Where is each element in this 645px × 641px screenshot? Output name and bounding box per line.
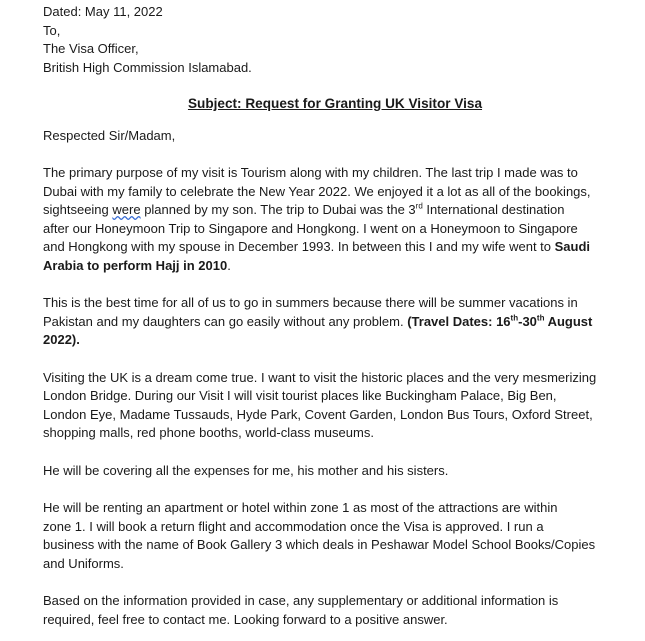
paragraph-line: after our Honeymoon Trip to Singapore and Hongkong. I went on a Honeymoon to Singapore bbox=[43, 220, 578, 236]
paragraph-line: He will be renting an apartment or hotel within zone 1 as most of the attractions are within bbox=[43, 500, 558, 515]
paragraph-line: shopping malls, red phone booths, world-class museums. bbox=[43, 425, 374, 440]
paragraph-line: The primary purpose of my visit is Tourism along with my children. The last trip I made was to bbox=[43, 165, 578, 180]
paragraph-expenses bbox=[43, 462, 615, 481]
spellcheck-word: were bbox=[112, 202, 141, 217]
paragraph-accommodation bbox=[43, 499, 615, 573]
paragraph-timing bbox=[43, 294, 615, 350]
paragraph-purpose bbox=[43, 164, 615, 275]
paragraph-line: London Eye, Madame Tussauds, Hyde Park, Covent Garden, London Bus Tours, Oxford Street, bbox=[43, 406, 593, 422]
text-run: International destination bbox=[422, 202, 565, 217]
paragraph-line: This is the best time for all of us to go in summers because there will be summer vacations in bbox=[43, 295, 578, 310]
paragraph-line: Based on the information provided in case, any supplementary or additional information is bbox=[43, 593, 559, 608]
letter-recipient: The Visa Officer, bbox=[43, 41, 139, 56]
paragraph-line: He will be covering all the expenses for me, his mother and his sisters. bbox=[43, 462, 449, 478]
superscript: th bbox=[510, 313, 519, 323]
paragraph-line: 2022). bbox=[43, 332, 80, 347]
letter-subject: Subject: Request for Granting UK Visitor Visa bbox=[187, 96, 483, 111]
bold-text bbox=[407, 314, 592, 329]
paragraph-line: zone 1. I will book a return flight and accommodation once the Visa is approved. I run a bbox=[43, 518, 544, 534]
text-run: . bbox=[227, 257, 231, 273]
text-run: Pakistan and my daughters can go easily without any problem. bbox=[43, 313, 408, 329]
paragraph-closing bbox=[43, 592, 615, 629]
paragraph-line: required, feel free to contact me. Looking forward to a positive answer. bbox=[43, 611, 448, 627]
paragraph-places bbox=[43, 369, 615, 443]
paragraph-line: Dubai with my family to celebrate the New Year 2022. We enjoyed it a lot as all of the bookings, bbox=[43, 183, 591, 199]
paragraph-line: and Uniforms. bbox=[43, 555, 124, 571]
text-run: (Travel Dates: 16 bbox=[407, 313, 511, 329]
text-run: August bbox=[544, 313, 593, 329]
paragraph-line bbox=[43, 201, 615, 220]
letter-to: To, bbox=[43, 22, 61, 38]
paragraph-line: London Bridge. During our Visit I will visit tourist places like Buckingham Palace, Big Ben, bbox=[43, 388, 557, 403]
paragraph-line: Visiting the UK is a dream come true. I want to visit the historic places and the very mesmerizing bbox=[43, 369, 597, 385]
letter-office: British High Commission Islamabad. bbox=[43, 59, 252, 75]
paragraph-line bbox=[43, 257, 615, 276]
letter-date: Dated: May 11, 2022 bbox=[43, 4, 163, 19]
bold-text: Arabia to perform Hajj in 2010 bbox=[43, 257, 228, 273]
text-run: sightseeing bbox=[43, 202, 113, 217]
text-run: planned by my son. The trip to Dubai was the 3 bbox=[140, 202, 416, 217]
superscript: th bbox=[536, 313, 545, 323]
superscript: rd bbox=[415, 201, 423, 211]
paragraph-line bbox=[43, 313, 615, 332]
letter-salutation: Respected Sir/Madam, bbox=[43, 127, 176, 143]
letter-header bbox=[43, 3, 615, 77]
paragraph-line: business with the name of Book Gallery 3 which deals in Peshawar Model School Books/Copies bbox=[43, 537, 596, 552]
bold-text: Saudi bbox=[554, 239, 591, 254]
paragraph-line bbox=[43, 238, 615, 257]
text-run: and Hongkong with my spouse in December 1993. In between this I and my wife went to bbox=[43, 239, 555, 254]
text-run: -30 bbox=[518, 313, 537, 329]
